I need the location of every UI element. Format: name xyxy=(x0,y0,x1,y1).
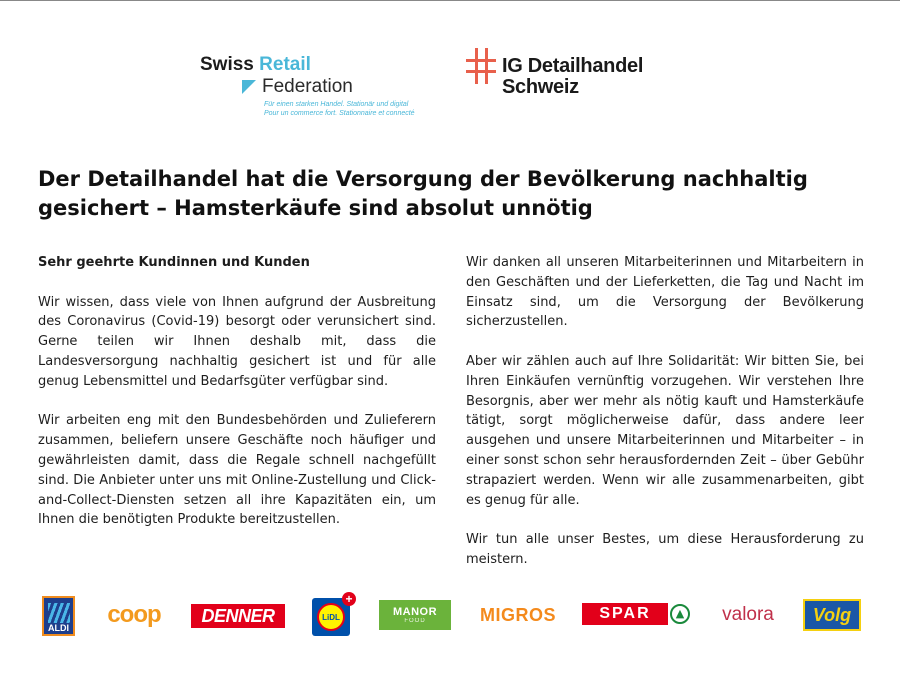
srf-tagline-de: Für einen starken Handel. Stationär und digital xyxy=(264,101,409,108)
aldi-logo xyxy=(42,596,75,636)
manor-food-text: FOOD xyxy=(404,617,426,624)
srf-word-federation: Federation xyxy=(262,76,353,97)
lidl-logo xyxy=(312,592,353,636)
right-column xyxy=(466,253,864,590)
paragraph: Wir danken all unseren Mitarbeiterinnen und Mitarbeitern in den Geschäften und der Lieferketten, die Tag und Nacht im Einsatz sind, um die Versorgung der Bevölkerung sicherzustellen. xyxy=(466,255,864,330)
top-border xyxy=(0,0,900,1)
paragraph: Wir tun alle unser Bestes, um diese Herausforderung zu meistern. xyxy=(466,532,864,567)
srf-tagline xyxy=(264,100,415,118)
migros-logo: MIGROS xyxy=(479,604,556,625)
salutation: Sehr geehrte Kundinnen und Kunden xyxy=(38,255,310,270)
ig-detailhandel-logo xyxy=(466,48,666,98)
fir-tree-icon: ▲ xyxy=(670,604,690,624)
volg-logo: Volg xyxy=(803,599,861,631)
aldi-text: ALDI xyxy=(48,622,69,633)
srf-triangle-icon xyxy=(242,80,256,94)
valora-logo: valora xyxy=(722,604,774,625)
document-title: Der Detailhandel hat die Versorgung der Bevölkerung nachhaltig gesichert – Hamsterkäufe sind absolut unnötig xyxy=(38,167,808,220)
retailer-logos xyxy=(0,594,900,638)
aldi-stripes-icon xyxy=(48,603,70,623)
denner-logo: DENNER xyxy=(191,604,285,628)
paragraph: Wir wissen, dass viele von Ihnen aufgrund der Ausbreitung des Coronavirus (Covid-19) besorgt oder verunsichert sind. Gerne teilen wir Ihnen deshalb mit, dass die Landesversorgung nachhaltig gesichert ist und für alle genug Lebensmittel und Bedarfsgüter verfügbar sind. xyxy=(38,294,436,389)
swiss-retail-federation-logo xyxy=(200,54,415,117)
ig-line2: Schweiz xyxy=(502,76,579,98)
paragraph: Wir arbeiten eng mit den Bundesbehörden und Zulieferern zusammen, beliefern unsere Geschäfte noch häufiger und gewährleisten damit, dass die Regale schnell nachgefüllt sind. Die Anbieter unter uns mit Online-Zustellung und Click-and-Collect-Diensten setzen all ihre Kapazitäten ein, um Ihnen die benötigten Produkte bereitzustellen. xyxy=(38,413,436,528)
hash-icon xyxy=(466,48,496,84)
manor-text: MANOR xyxy=(392,605,438,618)
lidl-text: LiDL xyxy=(317,603,345,631)
spar-logo xyxy=(582,603,690,625)
plus-icon: + xyxy=(342,592,356,606)
left-column xyxy=(38,253,436,550)
srf-tagline-fr: Pour un commerce fort. Stationnaire et connecté xyxy=(264,110,415,117)
ig-line1: IG Detailhandel xyxy=(502,55,644,77)
srf-word-retail: Retail xyxy=(259,54,311,75)
coop-logo: coop xyxy=(107,601,161,628)
manor-food-logo xyxy=(379,600,451,630)
spar-text: SPAR xyxy=(582,603,668,625)
paragraph: Aber wir zählen auch auf Ihre Solidarität: Wir bitten Sie, bei Ihren Einkäufen vernünftig vorzugehen. Wir verstehen Ihre Besorgnis, aber wer mehr als nötig kauft und Hamsterkäufe tätigt, sorgt möglicherweise dafür, dass andere leer ausgehen und unsere Mitarbeiterinnen und Mitarbeiter – in einer sonst schon sehr herausfordernden Zeit – über Gebühr strapaziert werden. Wenn wir alle zusammenarbeiten, gibt es genug für alle. xyxy=(466,353,864,508)
srf-word-swiss: Swiss xyxy=(200,54,254,75)
